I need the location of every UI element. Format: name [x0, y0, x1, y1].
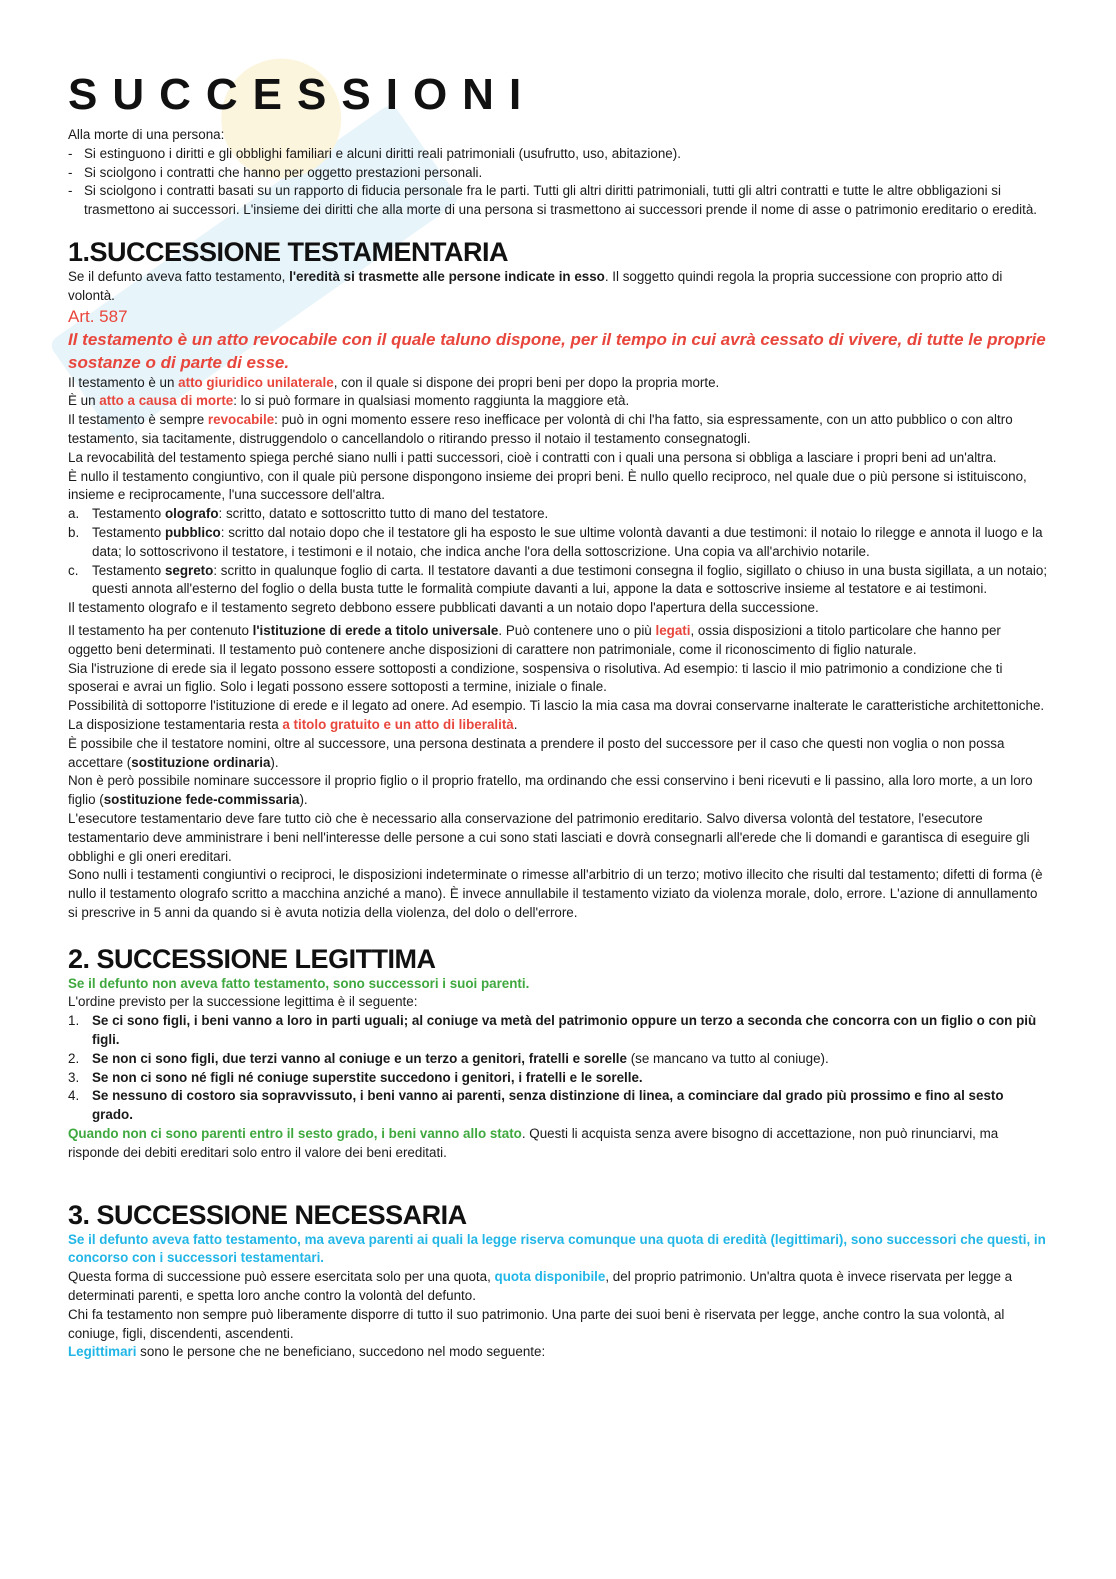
succession-order-list [68, 1012, 1048, 1125]
list-item: a. Testamento olografo: scritto, datato e sottoscritto tutto di mano del testatore. [68, 506, 549, 522]
paragraph: Il testamento ha per contenuto l'istituzione di erede a titolo universale. Può contenere uno o più legati, ossia disposizioni a titolo particolare che hanno per oggetto beni determinati. Il testamento può contenere anche disposizioni di carattere non patrimoniale, come il riconoscimento di figlio naturale. [68, 622, 1001, 657]
document-title: SUCCESSIONI [68, 70, 537, 119]
article-quote: Il testamento è un atto revocabile con il quale taluno dispone, per il tempo in cui avrà cessato di vivere, di tutte le proprie sostanze o di parte di esse. [68, 329, 1046, 372]
paragraph: L'esecutore testamentario deve fare tutto ciò che è necessario alla conservazione del patrimonio ereditario. Salvo diversa volontà del testatore, l'esecutore testamentario deve amministrare i beni nell'interesse delle persone a cui sono stati lasciati e dovrà consegnarli all'erede che li domandi e garantisca di eseguire gli obblighi e gli oneri ereditari. [68, 810, 1030, 864]
paragraph: Non è però possibile nominare successore il proprio figlio o il proprio fratello, ma ordinando che essi conservino i beni ricevuti e li passino, alla loro morte, a un loro figlio (sostituzione fede-commissaria). [68, 773, 1033, 808]
paragraph: Il testamento è sempre revocabile: può in ogni momento essere reso inefficace per volontà di chi l'ha fatto, sia espressamente, con un atto pubblico o con altro testamento, sia tacitamente, distruggendolo o cancellandolo o ritirando presso il notaio il testamento consegnatogli. [68, 412, 1013, 446]
paragraph: La revocabilità del testamento spiega perché siano nulli i patti successori, cioè i contratti con i quali una persona si obbliga a lasciare i propri beni ad un'altra. [68, 449, 997, 465]
list-item: c. Testamento segreto: scritto in qualunque foglio di carta. Il testatore davanti a due testimoni consegna il foglio, sigillato o chiuso in una busta sigillata, a un notaio; questi annota all'esterno del foglio o della busta tutte le formalità compiute davanti a lui, appone la data e sottoscrive insieme al testatore e ai testimoni. [68, 562, 1048, 597]
section-lead: Se il defunto aveva fatto testamento, ma aveva parenti ai quali la legge riserva comunque una quota di eredità (legittimari), sono successori che questi, in concorso con i successori testamentari. [68, 1231, 1046, 1266]
paragraph: Sono nulli i testamenti congiuntivi o reciproci, le disposizioni indeterminate o rimesse all'arbitrio di un terzo; motivo illecito che risulti dal testamento; difetti di forma (è nullo il testamento olografo scritto a macchina anziché a mano). È invece annullabile il testamento viziato da violenza morale, dolo, errore. L'azione di annullamento si prescrive in 5 anni da quando si è avuta notizia della violenza, del dolo o dell'errore. [68, 867, 1043, 920]
list-item: 2. Se non ci sono figli, due terzi vanno al coniuge e un terzo a genitori, fratelli e sorelle (se mancano va tutto al coniuge). [68, 1050, 829, 1066]
paragraph: L'ordine previsto per la successione legittima è il seguente: [68, 994, 418, 1010]
paragraph: Il testamento è un atto giuridico unilaterale, con il quale si dispone dei propri beni per dopo la propria morte. [68, 374, 720, 390]
intro-text: Alla morte di una persona: [68, 127, 225, 142]
section-lead: Se il defunto non aveva fatto testamento, sono successori i suoi parenti. [68, 975, 530, 991]
intro-list [68, 145, 1048, 220]
document-page [68, 72, 1048, 1362]
testament-types-list [68, 505, 1048, 599]
section-heading-testamentaria: 1.SUCCESSIONE TESTAMENTARIA [68, 236, 509, 267]
list-item: 4. Se nessuno di costoro sia sopravvissuto, i beni vanno ai parenti, senza distinzione di linea, a cominciare dal grado più prossimo e fino al sesto grado. [68, 1088, 1004, 1123]
paragraph: Il testamento olografo e il testamento segreto debbono essere pubblicati davanti a un notaio dopo l'apertura della successione. [68, 600, 819, 616]
list-item: 3. Se non ci sono né figli né coniuge superstite succedono i genitori, i fratelli e le sorelle. [68, 1069, 643, 1085]
paragraph: Sia l'istruzione di erede sia il legato possono essere sottoposti a condizione, sospensiva o risolutiva. Ad esempio: ti lascio il mio patrimonio a condizione che ti sposerai e avrai un figlio. Solo i legati possono essere sottoposti a termine, iniziale o finale. [68, 660, 1003, 695]
paragraph: La disposizione testamentaria resta a titolo gratuito e un atto di liberalità. [68, 716, 518, 732]
paragraph: Se il defunto aveva fatto testamento, l'eredità si trasmette alle persone indicate in esso. Il soggetto quindi regola la propria successione con proprio atto di volontà. [68, 268, 1003, 303]
paragraph: È un atto a causa di morte: lo si può formare in qualsiasi momento raggiunta la maggiore età. [68, 393, 630, 409]
paragraph: Possibilità di sottoporre l'istituzione di erede e il legato ad onere. Ad esempio. Ti lascio la mia casa ma dovrai conservarne inalterate le caratteristiche architettoniche. [68, 698, 1045, 714]
paragraph: È possibile che il testatore nomini, oltre al successore, una persona destinata a prendere il posto del successore per il caso che questi non voglia o non possa accettare (sostituzione ordinaria). [68, 735, 1005, 770]
paragraph: Quando non ci sono parenti entro il sesto grado, i beni vanno allo stato. Questi li acquista senza avere bisogno di accettazione, non può rinunciarvi, ma risponde dei debiti ereditari solo entro il valore dei beni ereditati. [68, 1126, 999, 1160]
paragraph: Chi fa testamento non sempre può liberamente disporre di tutto il suo patrimonio. Una parte dei suoi beni è riservata per legge, anche contro la sua volontà, al coniuge, figli, discendenti, ascendenti. [68, 1306, 1005, 1341]
list-item: 1. Se ci sono figli, i beni vanno a loro in parti uguali; al coniuge va metà del patrimonio oppure un terzo a seconda che concorra con un figlio o con più figli. [68, 1013, 1037, 1048]
list-item: b. Testamento pubblico: scritto dal notaio dopo che il testatore gli ha esposto le sue ultime volontà davanti a due testimoni: il notaio lo rilegge e annota il luogo e la data; lo sottoscrivono il testatore, i testimoni e il notaio, che indica anche l'ora della sottoscrizione. Una copia va all'archivio notarile. [68, 524, 1043, 559]
paragraph: Legittimari sono le persone che ne beneficiano, succedono nel modo seguente: [68, 1344, 546, 1360]
paragraph: È nullo il testamento congiuntivo, con il quale più persone dispongono insieme dei propri beni. È nullo quello reciproco, nel quale due o più persone si istituiscono, insieme e reciprocamente, l'una successore dell'altra. [68, 468, 1027, 503]
article-number: Art. 587 [68, 306, 128, 326]
paragraph: Questa forma di successione può essere esercitata solo per una quota, quota disponibile, del proprio patrimonio. Un'altra quota è invece riservata per legge a determinati parenti, e spetta loro anche contro la volontà del defunto. [68, 1269, 1013, 1304]
section-heading-legittima: 2. SUCCESSIONE LEGITTIMA [68, 943, 436, 974]
section-heading-necessaria: 3. SUCCESSIONE NECESSARIA [68, 1199, 467, 1230]
list-item: - Si sciolgono i contratti basati su un rapporto di fiducia personale fra le parti. Tutti gli altri diritti patrimoniali, tutti gli altri contratti e tutte le altre obbligazioni si trasmettono ai successori. L'insieme dei diritti che alla morte di una persona si trasmettono ai successori prende il nome di asse o patrimonio ereditario o eredità. [68, 182, 1048, 220]
list-item: - Si sciolgono i contratti che hanno per oggetto prestazioni personali. [68, 164, 1048, 183]
list-item: - Si estinguono i diritti e gli obblighi familiari e alcuni diritti reali patrimoniali (usufrutto, uso, abitazione). [68, 145, 1048, 164]
